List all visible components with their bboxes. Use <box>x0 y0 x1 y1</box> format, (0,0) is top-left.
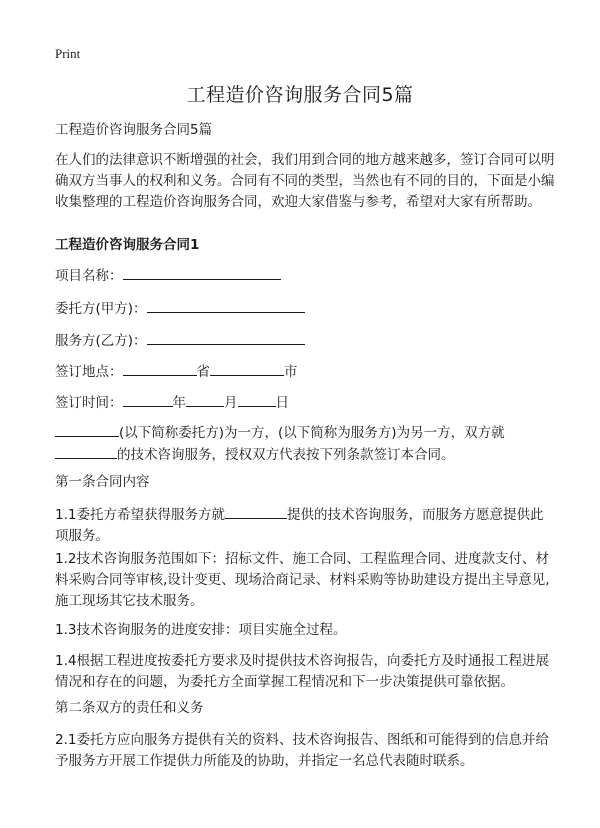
year-blank <box>123 392 173 407</box>
day-label: 日 <box>275 395 289 411</box>
project-name-blank <box>123 265 281 280</box>
project-name-label: 项目名称： <box>55 268 123 284</box>
clause-1-2: 1.2技术咨询服务范围如下：招标文件、施工合同、工程监理合同、进度款支付、材料采购合同等审核,设计变更、现场洽商记录、材料采购等协助建设方提出主导意见,施工现场其它技术服务。 <box>55 551 550 609</box>
clause-1-4: 1.4根据工程进度按委托方要求及时提供技术咨询报告，向委托方及时通报工程进展情况和存在的问题，为委托方全面掌握工程情况和下一步决策提供可靠依据。 <box>55 653 549 690</box>
section1-heading: 工程造价咨询服务合同1 <box>55 237 200 253</box>
print-label: Print <box>55 46 81 61</box>
article2-heading: 第二条双方的责任和义务 <box>55 700 204 716</box>
provider-blank <box>147 330 305 345</box>
clause-1-1-text-b: 提供的技术咨询服务，而服务方愿意提供此项服务。 <box>55 507 544 544</box>
sign-place-label: 签订地点： <box>55 364 123 380</box>
province-label: 省 <box>196 364 210 380</box>
provider-line <box>55 330 555 352</box>
province-blank <box>123 361 197 376</box>
project-name-line <box>55 265 555 287</box>
client-label: 委托方(甲方)： <box>55 301 147 317</box>
clause-1-1-blank <box>225 504 287 519</box>
city-blank <box>210 361 284 376</box>
clause-1-3: 1.3技术咨询服务的进度安排：项目实施全过程。 <box>55 622 347 638</box>
clause-1-1-text-a: 1.1委托方希望获得服务方就 <box>55 507 225 523</box>
article1-heading: 第一条合同内容 <box>55 474 150 490</box>
document-subtitle: 工程造价咨询服务合同5篇 <box>55 122 213 138</box>
document-title: 工程造价咨询服务合同5篇 <box>186 84 414 106</box>
client-line <box>55 298 555 320</box>
sign-time-line <box>55 392 555 414</box>
client-name-blank <box>55 422 119 437</box>
sign-time-label: 签订时间： <box>55 395 123 411</box>
provider-label: 服务方(乙方)： <box>55 333 147 349</box>
sign-place-line <box>55 361 555 383</box>
clause-2-1: 2.1委托方应向服务方提供有关的资料、技术咨询报告、图纸和可能得到的信息并给予服务方开展工作提供力所能及的协助，并指定一名总代表随时联系。 <box>55 732 549 769</box>
city-label: 市 <box>284 364 298 380</box>
day-blank <box>238 392 276 407</box>
client-blank <box>147 298 305 313</box>
month-label: 月 <box>224 395 238 411</box>
parties-paragraph <box>55 422 555 466</box>
month-blank <box>186 392 224 407</box>
clause-1-1 <box>55 504 555 547</box>
parties-line2: 的技术咨询服务，授权双方代表按下列条款签订本合同。 <box>117 447 455 463</box>
year-label: 年 <box>172 395 186 411</box>
parties-line1: (以下简称委托方)为一方，(以下简称为服务方)为另一方，双方就 <box>119 425 505 441</box>
intro-paragraph: 在人们的法律意识不断增强的社会，我们用到合同的地方越来越多，签订合同可以明确双方当事人的权利和义务。合同有不同的类型，当然也有不同的目的，下面是小编收集整理的工程造价咨询服务合同，欢迎大家借鉴与参考，希望对大家有所帮助。 <box>55 152 555 210</box>
service-subject-blank <box>55 444 117 459</box>
